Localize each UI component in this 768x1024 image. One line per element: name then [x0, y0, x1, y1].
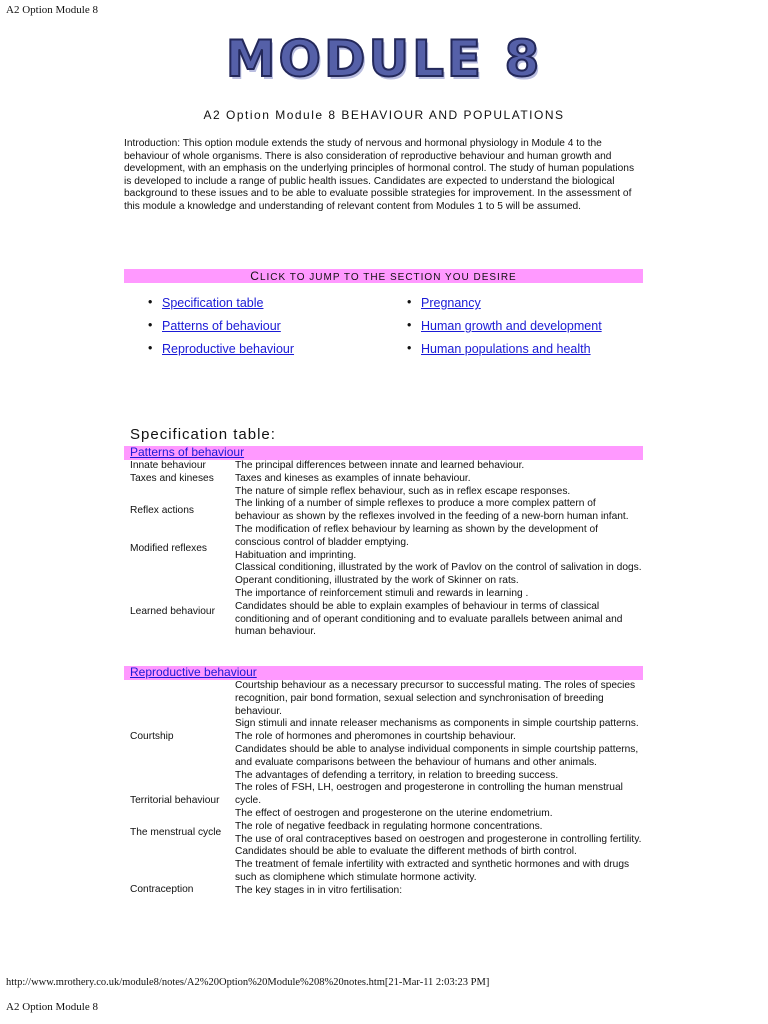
section-description-reproductive-behaviour: [235, 680, 643, 898]
print-footer-title: A2 Option Module 8: [6, 1001, 98, 1013]
description-line: Candidates should be able to explain examples of behaviour in terms of classical conditioning and of operant conditioning and to evaluate parallels between animal and human behaviour.: [235, 600, 623, 638]
jump-bar: [124, 269, 643, 283]
link-human-populations-and-health[interactable]: Human populations and health: [421, 342, 591, 356]
description-line: The effect of oestrogen and progesterone on the uterine endometrium.: [235, 807, 553, 819]
description-line: The role of hormones and pheromones in courtship behaviour.: [235, 731, 516, 743]
section-links-right: [405, 296, 602, 365]
jump-bar-text: LICK TO JUMP TO THE SECTION YOU DESIRE: [259, 272, 517, 283]
description-line: Sign stimuli and innate releaser mechanisms as components in simple courtship patterns.: [235, 718, 639, 730]
topic-learned-behaviour: Learned behaviour: [130, 606, 215, 617]
link-patterns-of-behaviour[interactable]: Patterns of behaviour: [162, 319, 281, 333]
description-line: The modification of reflex behaviour by learning as shown by the development of conscious control of bladder emptying.: [235, 523, 598, 548]
topic-modified-reflexes: Modified reflexes: [130, 543, 208, 554]
section-link-reproductive-behaviour[interactable]: Reproductive behaviour: [130, 665, 257, 679]
description-line: Candidates should be able to analyse individual components in simple courtship patterns, and evaluate comparisons between the behaviour of humans and other animals.: [235, 743, 639, 768]
description-line: The importance of reinforcement stimuli and rewards in learning .: [235, 587, 529, 599]
section-header-reproductive-behaviour: [124, 666, 643, 680]
description-line: The advantages of defending a territory, in relation to breeding success.: [235, 769, 559, 781]
description-line: The role of negative feedback in regulating hormone concentrations.: [235, 820, 543, 832]
link-specification-table[interactable]: Specification table: [162, 296, 264, 310]
description-line: The use of oral contraceptives based on oestrogen and progesterone in controlling fertility.: [235, 833, 642, 845]
topic-courtship: Courtship: [130, 731, 174, 742]
description-line: Operant conditioning, illustrated by the work of Skinner on rats.: [235, 575, 519, 587]
description-line: Taxes and kineses as examples of innate behaviour.: [235, 472, 471, 484]
section-description-patterns-of-behaviour: [235, 460, 643, 639]
description-line: The treatment of female infertility with extracted and synthetic hormones and with drugs such as clomiphene which stimulate hormone activity.: [235, 859, 630, 883]
link-item: [146, 319, 294, 342]
page-subtitle: A2 Option Module 8 BEHAVIOUR AND POPULATIONS: [203, 108, 565, 122]
description-line: Classical conditioning, illustrated by the work of Pavlov on the control of salivation in dogs.: [235, 562, 642, 574]
print-header: A2 Option Module 8: [6, 4, 98, 16]
link-item: [405, 296, 602, 319]
description-line: Courtship behaviour as a necessary precursor to successful mating. The roles of species recognition, pair bond formation, sexual selection and synchronisation of breeding behaviour.: [235, 680, 636, 717]
link-item: [146, 342, 294, 365]
topic-taxes-and-kineses: Taxes and kineses: [130, 473, 214, 484]
link-human-growth-and-development[interactable]: Human growth and development: [421, 319, 602, 333]
description-line: The linking of a number of simple reflexes to produce a more complex pattern of behaviour as shown by the reflexes involved in the feeding of a new-born human infant.: [235, 498, 629, 523]
description-line: Habituation and imprinting.: [235, 549, 357, 561]
introduction-paragraph: Introduction: This option module extends the study of nervous and hormonal physiology in Module 4 to the behaviour of whole organisms. There is also consideration of reproductive behaviour and human growth and development, with an emphasis on the underlying principles of hormonal control. The study of human populations is developed to include a range of public health issues. Candidates are expected to understand the biological background to these issues and to be able to evaluate possible strategies for improvement. In the assessment of this module a knowledge and understanding of relevant content from Modules 1 to 5 will be assumed.: [124, 138, 635, 212]
topic-the-menstrual-cycle: The menstrual cycle: [130, 827, 222, 838]
topic-innate-behaviour: Innate behaviour: [130, 460, 206, 471]
jump-bar-initial: C: [250, 269, 260, 283]
description-line: The principal differences between innate and learned behaviour.: [235, 460, 525, 471]
link-item: [405, 342, 602, 365]
description-line: Candidates should be able to evaluate the different methods of birth control.: [235, 846, 577, 858]
specification-table-heading: Specification table:: [130, 426, 276, 443]
module-logo: [0, 24, 768, 94]
section-link-patterns-of-behaviour[interactable]: Patterns of behaviour: [130, 445, 245, 459]
link-item: [405, 319, 602, 342]
topic-territorial-behaviour: Territorial behaviour: [130, 795, 220, 806]
description-line: The nature of simple reflex behaviour, such as in reflex escape responses.: [235, 485, 571, 497]
link-reproductive-behaviour[interactable]: Reproductive behaviour: [162, 342, 295, 356]
topic-contraception: Contraception: [130, 884, 194, 895]
description-line: The key stages in in vitro fertilisation:: [235, 884, 403, 896]
section-header-patterns-of-behaviour: [124, 446, 643, 460]
section-links-left: [146, 296, 294, 365]
logo-text: MODULE 8: [225, 30, 543, 88]
topic-reflex-actions: Reflex actions: [130, 505, 194, 516]
link-item: [146, 296, 294, 319]
description-line: The roles of FSH, LH, oestrogen and progesterone in controlling the human menstrual cycle.: [235, 782, 623, 807]
print-footer-url: http://www.mrothery.co.uk/module8/notes/A2%20Option%20Module%208%20notes.htm[21-Mar-11 2:03:23 PM]: [6, 977, 490, 988]
link-pregnancy[interactable]: Pregnancy: [421, 296, 481, 310]
